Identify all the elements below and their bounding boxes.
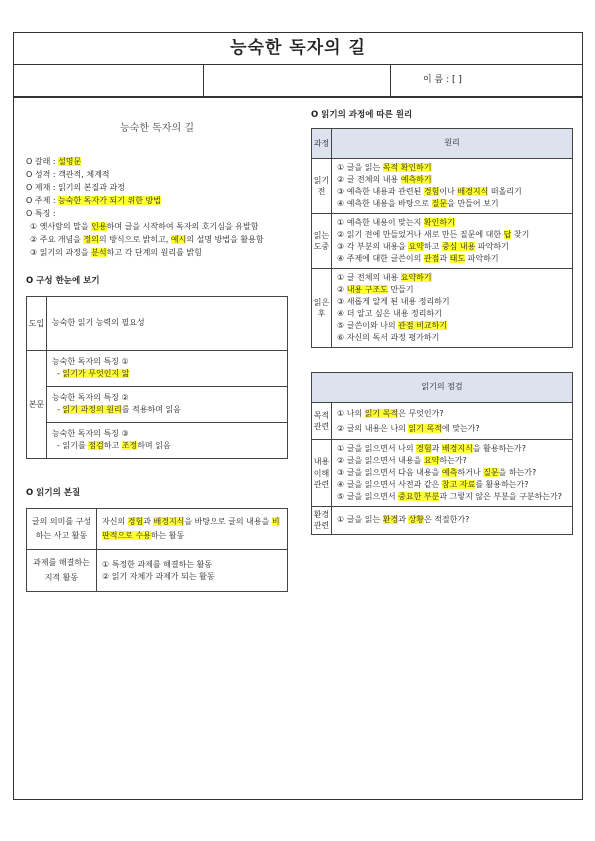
essence-text-2: ① 특정한 과제를 해결하는 활동 ② 읽기 자체가 과제가 되는 활동 xyxy=(97,550,288,592)
table-row xyxy=(312,402,573,439)
essence-label-1: 글의 의미를 구성하는 사고 활동 xyxy=(27,508,97,550)
left-column xyxy=(26,109,288,592)
stage-during: 읽는도중 xyxy=(312,213,332,268)
right-column xyxy=(311,109,573,535)
blank-cell-1[interactable] xyxy=(14,65,204,96)
check-content-items: ① 글을 읽으면서 나의 경험과 배경지식을 활용하는가? ② 글을 읽으면서 내용을 요약하는가? ③ 글을 읽으면서 다음 내용을 예측하거나 질문을 하는가? ④ 글을 읽으면서 사전과 같은 참고 자료를 활용하는가? ⑤ 글을 읽으면서 중요한 부분과 그렇지 않은 부분을 구분하는가? xyxy=(332,440,573,507)
check-header: 읽기의 점검 xyxy=(312,372,573,402)
table-row xyxy=(27,422,288,458)
feature-3: ③ 읽기의 과정을 분석하고 각 단계의 원리를 밝힘 xyxy=(30,248,202,257)
body-item-1: 능숙한 독자의 특징 ① - 읽기가 무엇인지 앎 xyxy=(47,350,288,386)
process-heading: O 읽기의 과정에 따른 원리 xyxy=(311,110,413,120)
info-features: O 특징 : xyxy=(26,209,56,218)
table-row xyxy=(312,128,573,158)
blank-cell-2[interactable] xyxy=(204,65,391,96)
table-row xyxy=(312,507,573,534)
intro-label: 도입 xyxy=(27,296,47,350)
worksheet-title: 능숙한 독자의 길 xyxy=(14,33,582,65)
table-row xyxy=(312,268,573,347)
during-principles: ① 예측한 내용이 맞는지 확인하기 ② 읽기 전에 만들었거나 새로 만든 질문에 대한 답 찾기 ③ 각 부분의 내용을 요약하고 중심 내용 파악하기 ④ 주제에 대한 글쓴이의 관점과 태도 파악하기 xyxy=(332,213,573,268)
essence-table xyxy=(26,508,288,593)
body-item-2: 능숙한 독자의 특징 ② - 읽기 과정의 원리를 적용하며 읽음 xyxy=(47,386,288,422)
structure-heading: O 구성 한눈에 보기 xyxy=(26,276,100,286)
body-label: 본문 xyxy=(27,350,47,458)
stage-before: 읽기전 xyxy=(312,158,332,213)
info-subject: O 제재 : 읽기의 본질과 과정 xyxy=(26,183,125,192)
col-principle: 원리 xyxy=(332,128,573,158)
info-list xyxy=(26,156,288,259)
table-row xyxy=(27,508,288,550)
stage-after: 읽은후 xyxy=(312,268,332,347)
structure-table xyxy=(26,296,288,459)
after-principles: ① 글 전체의 내용 요약하기 ② 내용 구조도 만들기 ③ 새롭게 알게 된 내용 정리하기 ④ 더 알고 싶은 내용 정리하기 ⑤ 글쓴이와 나의 관점 비교하기 ⑥ 자신의 독서 과정 평가하기 xyxy=(332,268,573,347)
essence-text-1: 자신의 경험과 배경지식을 바탕으로 글의 내용을 비판적으로 수용하는 활동 xyxy=(97,508,288,550)
table-row xyxy=(312,440,573,507)
body-item-3: 능숙한 독자의 특징 ③ - 읽기를 점검하고 조정하며 읽음 xyxy=(47,422,288,458)
check-content-label: 내용이해관련 xyxy=(312,440,332,507)
document-title: 능숙한 독자의 길 xyxy=(120,123,194,134)
worksheet xyxy=(13,32,583,800)
intro-text: 능숙한 읽기 능력의 필요성 xyxy=(47,296,288,350)
check-env-label: 환경관련 xyxy=(312,507,332,534)
student-info-row xyxy=(14,65,582,98)
info-nature: O 성격 : 객관적, 체계적 xyxy=(26,170,110,179)
essence-label-2: 과제를 해결하는 지적 활동 xyxy=(27,550,97,592)
table-row xyxy=(312,213,573,268)
info-genre: O 갈래 : 설명문 xyxy=(26,157,82,166)
feature-2: ② 주요 개념을 정의의 방식으로 밝히고, 예시의 설명 방법을 활용함 xyxy=(30,235,264,244)
check-purpose-items: ① 나의 읽기 목적은 무엇인가? ② 글의 내용은 나의 읽기 목적에 맞는가? xyxy=(332,402,573,439)
table-row xyxy=(27,296,288,350)
process-table xyxy=(311,128,573,348)
essence-heading: O 읽기의 본질 xyxy=(26,487,81,498)
table-row xyxy=(312,372,573,402)
check-table xyxy=(311,372,573,535)
check-purpose-label: 목적관련 xyxy=(312,402,332,439)
table-row xyxy=(27,550,288,592)
table-row xyxy=(27,386,288,422)
check-env-items: ① 글을 읽는 환경과 상황은 적절한가? xyxy=(332,507,573,534)
table-row xyxy=(312,158,573,213)
col-stage: 과정 xyxy=(312,128,332,158)
feature-1: ① 옛사람의 말을 인용하며 글을 시작하여 독자의 호기심을 유발함 xyxy=(30,222,259,231)
table-row xyxy=(27,350,288,386)
info-theme: O 주제 : 능숙한 독자가 되기 위한 방법 xyxy=(26,196,161,205)
before-principles: ① 글을 읽는 목적 확인하기 ② 글 전체의 내용 예측하기 ③ 예측한 내용과 관련된 경험이나 배경지식 떠올리기 ④ 예측한 내용을 바탕으로 질문을 만들어 보기 xyxy=(332,158,573,213)
name-field[interactable]: 이 름 : [ ] xyxy=(423,75,462,85)
